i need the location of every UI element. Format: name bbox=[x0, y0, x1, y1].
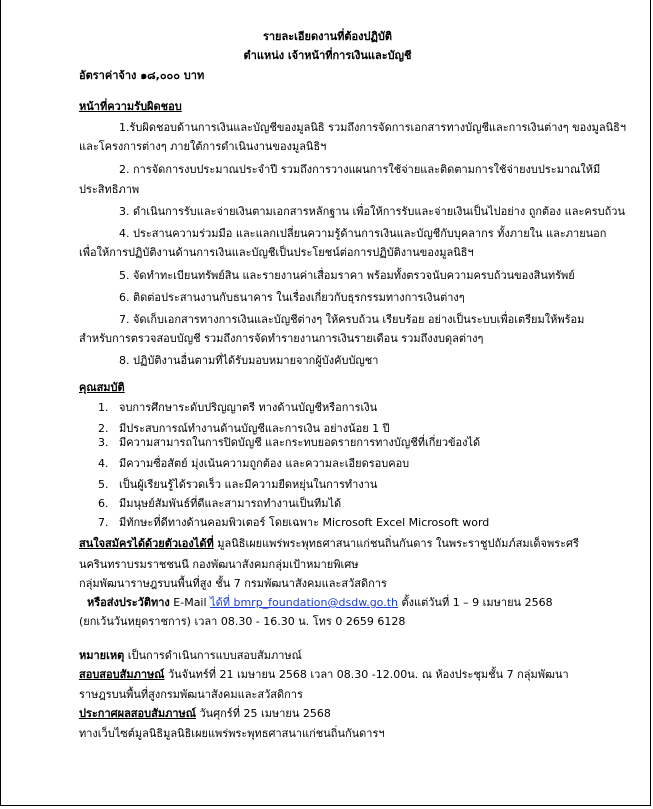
position-title: ตำแหน่ง เจ้าหน้าที่การเงินและบัญชี bbox=[243, 49, 412, 62]
email-prefix: E-Mail bbox=[169, 596, 211, 609]
duty-line-5: 5. จัดทำทะเบียนทรัพย์สิน และรายงานค่าเสื่อมราคา พร้อมทั้งตรวจนับความครบถ้วนของสินทรัพย์ bbox=[119, 269, 575, 282]
salary-line: อัตราค่าจ้าง ๑๘,๐๐๐ บาท bbox=[79, 69, 205, 82]
duty-line-1: 1.รับผิดชอบด้านการเงินและบัญชีของมูลนิธิ รวมถึงการจัดการเอกสารทางบัญชีและการเงินต่างๆ ของมูลนิธิฯ bbox=[119, 121, 627, 134]
email-dates: ตั้งแต่วันที่ 1 – 9 เมษายน 2568 bbox=[398, 596, 553, 609]
interview-text: วันจันทร์ที่ 21 เมษายน 2568 เวลา 08.30 -12.00น. ณ ห้องประชุมชั้น 7 กลุ่มพัฒนา bbox=[164, 668, 569, 681]
qualifications-heading: คุณสมบัติ bbox=[79, 381, 125, 394]
note-text: เป็นการดำเนินการแบบสอบสัมภาษณ์ bbox=[124, 649, 302, 662]
document-title: รายละเอียดงานที่ต้องปฏิบัติ bbox=[262, 30, 393, 43]
duty-line-2b: ประสิทธิภาพ bbox=[79, 183, 140, 196]
duty-line-1b: และโครงการต่างๆ ภายใต้การดำเนินงานของมูลนิธิฯ bbox=[79, 140, 327, 153]
qual-num-1: 1. bbox=[98, 401, 109, 414]
qual-item-6: มีมนุษย์สัมพันธ์ที่ดีและสามารถทำงานเป็นทีมได้ bbox=[119, 497, 342, 510]
qual-item-3: มีความสามารถในการปิดบัญชี และกระทบยอดรายการทางบัญชีที่เกี่ยวข้องได้ bbox=[119, 436, 481, 449]
duty-line-7b: สำหรับการตรวจสอบบัญชี รวมถึงการจัดทำรายงานการเงินรายเดือน รวมถึงงบดุลต่างๆ bbox=[79, 332, 484, 345]
duty-line-7: 7. จัดเก็บเอกสารทางการเงินและบัญชีต่างๆ ให้ครบถ้วน เรียบร้อย อย่างเป็นระบบเพื่อเตรียมให้พร้อม bbox=[119, 313, 585, 326]
apply-line-1-text: มูลนิธิเผยแพร่พระพุทธศาสนาแก่ชนถิ่นกันดาร ในพระราชูปถัมภ์สมเด็จพระศรี bbox=[213, 537, 579, 550]
duty-line-6: 6. ติดต่อประสานงานกับธนาคาร ในเรื่องเกี่ยวกับธุรกรรมทางการเงินต่างๆ bbox=[119, 291, 465, 304]
qual-item-7: มีทักษะที่ดีทางด้านคอมพิวเตอร์ โดยเฉพาะ Microsoft Excel Microsoft word bbox=[119, 516, 490, 529]
duty-line-4: 4. ประสานความร่วมมือ และแลกเปลี่ยนความรู้ด้านการเงินและบัญชีกับบุคลากร ทั้งภายใน และภายนอก bbox=[119, 227, 607, 240]
qual-item-4: มีความซื่อสัตย์ มุ่งเน้นความถูกต้อง และความละเอียดรอบคอบ bbox=[119, 457, 410, 470]
duties-heading: หน้าที่ความรับผิดชอบ bbox=[79, 100, 182, 113]
apply-label: สนใจสมัครได้ด้วยตัวเองได้ที่ bbox=[79, 537, 214, 550]
email-link[interactable]: ได้ที่ bmrp_foundation@dsdw.go.th bbox=[210, 596, 398, 609]
email-line bbox=[87, 593, 553, 612]
qual-num-6: 6. bbox=[98, 497, 109, 510]
result-line-2: ทางเว็บไซต์มูลนิธิมูลนิธิเผยแพร่พระพุทธศาสนาแก่ชนถิ่นกันดารฯ bbox=[79, 727, 385, 740]
office-hours-line: (ยกเว้นวันหยุดราชการ) เวลา 08.30 - 16.30 น. โทร 0 2659 6128 bbox=[79, 615, 406, 628]
qual-num-3: 3. bbox=[98, 436, 109, 449]
qual-num-4: 4. bbox=[98, 457, 109, 470]
duty-line-4b: เพื่อให้การปฏิบัติงานด้านการเงินและบัญชีเป็นประโยชน์ต่อการปฏิบัติงานของมูลนิธิฯ bbox=[79, 246, 474, 259]
interview-line-2: ราษฎรบนพื้นที่สูงกรมพัฒนาสังคมและสวัสดิการ bbox=[79, 688, 303, 701]
result-line bbox=[79, 704, 331, 723]
interview-label: สอบสอบสัมภาษณ์ bbox=[79, 668, 165, 681]
apply-line-1 bbox=[79, 534, 579, 553]
qual-num-2: 2. bbox=[98, 422, 109, 435]
note-line bbox=[79, 646, 302, 665]
qual-num-7: 7. bbox=[98, 516, 109, 529]
apply-line-2: นครินทราบรมราชชนนี กองพัฒนาสังคมกลุ่มเป้าหมายพิเศษ bbox=[79, 558, 359, 571]
result-text: วันศุกร์ที่ 25 เมษายน 2568 bbox=[195, 707, 331, 720]
email-label: หรือส่งประวัติทาง bbox=[87, 596, 170, 609]
qual-num-5: 5. bbox=[98, 478, 109, 491]
interview-line bbox=[79, 665, 569, 684]
qual-item-2: มีประสบการณ์ทำงานด้านบัญชีและการเงิน อย่างน้อย 1 ปี bbox=[119, 422, 390, 435]
apply-line-3: กลุ่มพัฒนาราษฎรบนพื้นที่สูง ชั้น 7 กรมพัฒนาสังคมและสวัสดิการ bbox=[79, 577, 387, 590]
duty-line-8: 8. ปฏิบัติงานอื่นตามที่ได้รับมอบหมายจากผู้บังคับบัญชา bbox=[119, 354, 379, 367]
duty-line-2: 2. การจัดการงบประมาณประจำปี รวมถึงการวางแผนการใช้จ่ายและติดตามการใช้จ่ายงบประมาณให้มี bbox=[119, 163, 601, 176]
note-label: หมายเหตุ bbox=[79, 649, 125, 662]
qual-item-1: จบการศึกษาระดับปริญญาตรี ทางด้านบัญชีหรือการเงิน bbox=[119, 401, 378, 414]
result-label: ประกาศผลสอบสัมภาษณ์ bbox=[79, 707, 196, 720]
qual-item-5: เป็นผู้เรียนรู้ได้รวดเร็ว และมีความยืดหยุ่นในการทำงาน bbox=[119, 478, 378, 491]
duty-line-3: 3. ดำเนินการรับและจ่ายเงินตามเอกสารหลักฐาน เพื่อให้การรับและจ่ายเงินเป็นไปอย่าง ถูกต้อง และครบถ้วน bbox=[119, 205, 625, 218]
